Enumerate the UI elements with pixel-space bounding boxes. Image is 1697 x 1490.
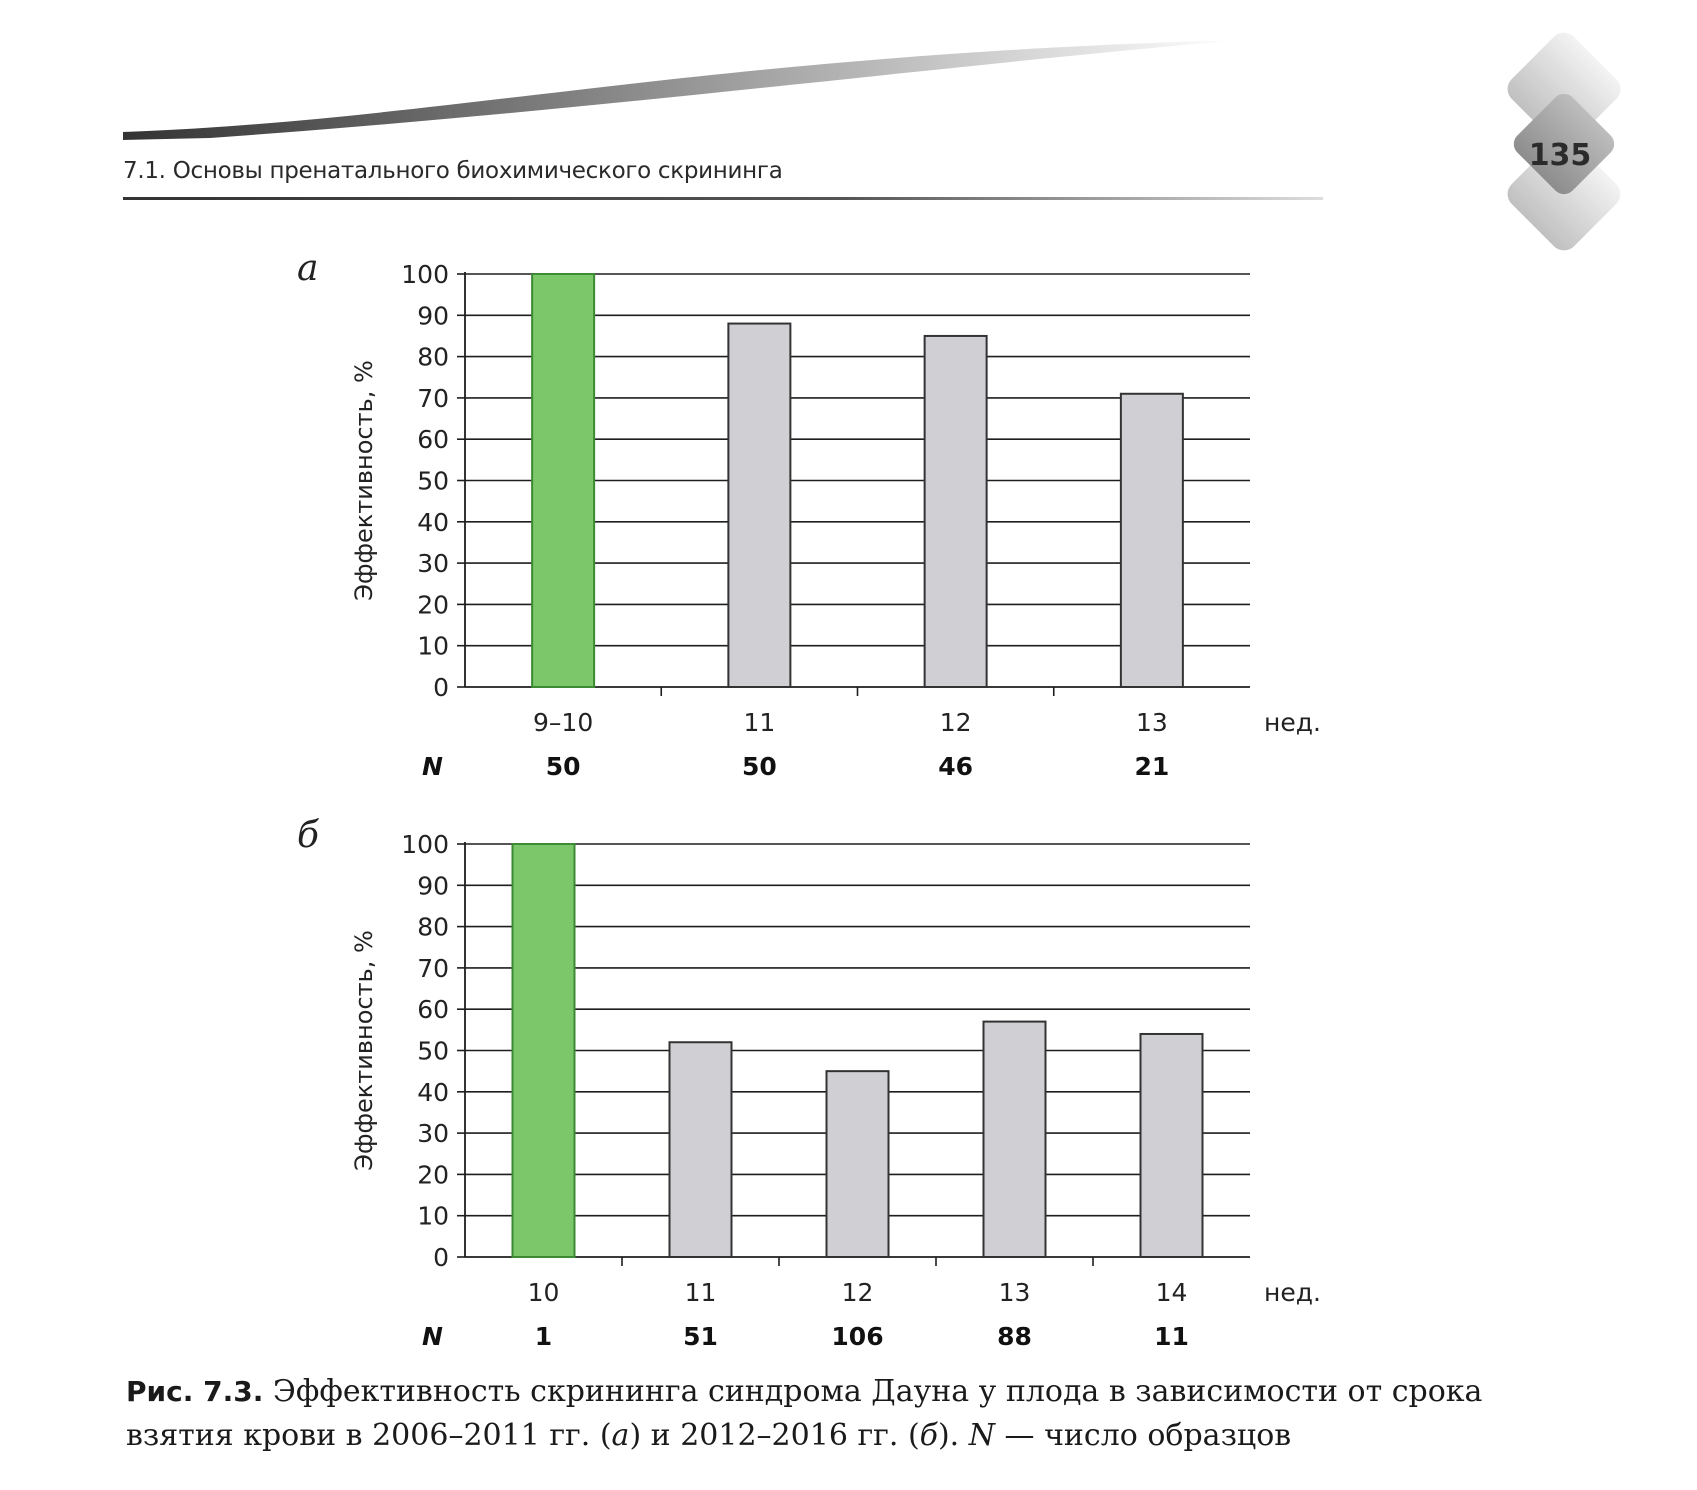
- figure-caption: [126, 1370, 1506, 1458]
- caption-ref-b: б: [919, 1418, 938, 1453]
- caption-label: Рис. 7.3.: [126, 1375, 264, 1408]
- y-tick-label: 0: [433, 673, 449, 702]
- header-rule: [123, 197, 1323, 200]
- y-tick-label: 30: [417, 549, 449, 579]
- y-tick-label: 70: [417, 383, 449, 413]
- x-tick-label: 11: [743, 708, 776, 737]
- n-label: N: [422, 752, 443, 781]
- x-tick-label: 13: [1135, 708, 1168, 737]
- bar-11: [670, 1042, 732, 1257]
- bar-14: [1141, 1034, 1203, 1257]
- n-value: 106: [831, 1322, 884, 1351]
- n-value: 1: [534, 1322, 553, 1351]
- bar-13: [1121, 394, 1183, 687]
- y-tick-label: 60: [417, 425, 449, 455]
- x-tick-label: 11: [684, 1278, 717, 1307]
- y-tick-label: 60: [417, 995, 449, 1025]
- bar-12: [925, 336, 987, 687]
- caption-text-3: ).: [937, 1418, 969, 1453]
- x-tick-label: 13: [998, 1278, 1031, 1307]
- y-tick-label: 70: [417, 953, 449, 983]
- x-unit-label: нед.: [1264, 1278, 1321, 1307]
- x-tick-label: 9–10: [533, 708, 594, 737]
- n-value: 46: [938, 752, 974, 781]
- y-tick-label: 100: [401, 830, 449, 859]
- y-tick-label: 100: [401, 260, 449, 289]
- n-value: 51: [683, 1322, 718, 1351]
- x-tick-label: 12: [841, 1278, 874, 1307]
- caption-text-1: Эффективность скрининга синдрома Дауна у плода в зависимости от срока взятия крови в 2006–2011 гг. (: [126, 1374, 1483, 1453]
- y-tick-label: 10: [417, 1201, 449, 1231]
- y-tick-label: 40: [417, 1077, 449, 1107]
- y-tick-label: 0: [433, 1243, 449, 1272]
- n-label: N: [422, 1322, 443, 1351]
- x-tick-label: 14: [1155, 1278, 1188, 1307]
- y-tick-label: 50: [417, 466, 449, 496]
- y-tick-label: 80: [417, 912, 449, 942]
- caption-n-symbol: N: [968, 1418, 995, 1453]
- y-tick-label: 80: [417, 342, 449, 372]
- n-value: 50: [741, 752, 777, 781]
- y-tick-label: 20: [417, 1160, 449, 1190]
- x-tick-label: 10: [527, 1278, 560, 1307]
- y-tick-label: 50: [417, 1036, 449, 1066]
- y-tick-label: 20: [417, 590, 449, 620]
- panel-label-b: б: [297, 815, 319, 856]
- panel-label-a: а: [297, 248, 319, 289]
- n-value: 11: [1154, 1322, 1189, 1351]
- y-tick-label: 90: [417, 871, 449, 901]
- bar-12: [827, 1071, 889, 1257]
- y-tick-label: 30: [417, 1119, 449, 1149]
- bar-9–10: [532, 274, 594, 687]
- x-tick-label: 12: [939, 708, 972, 737]
- section-title: 7.1. Основы пренатального биохимического скрининга: [123, 158, 783, 184]
- y-axis-label: Эффективность, %: [350, 930, 378, 1171]
- y-axis-label: Эффективность, %: [350, 360, 378, 601]
- caption-text-4: — число образцов: [995, 1418, 1292, 1453]
- y-tick-label: 40: [417, 507, 449, 537]
- y-tick-label: 90: [417, 301, 449, 331]
- x-unit-label: нед.: [1264, 708, 1321, 737]
- bar-10: [513, 844, 575, 1257]
- chart-a: [0, 240, 1697, 781]
- caption-text-2: ) и 2012–2016 гг. (: [629, 1418, 920, 1453]
- y-tick-label: 10: [417, 631, 449, 661]
- page-number: 135: [1528, 138, 1592, 173]
- n-value: 50: [545, 752, 581, 781]
- n-value: 88: [997, 1322, 1032, 1351]
- bar-11: [728, 324, 790, 687]
- caption-ref-a: а: [611, 1418, 630, 1453]
- n-value: 21: [1134, 752, 1170, 781]
- bar-13: [984, 1022, 1046, 1257]
- chart-b: [0, 810, 1697, 1351]
